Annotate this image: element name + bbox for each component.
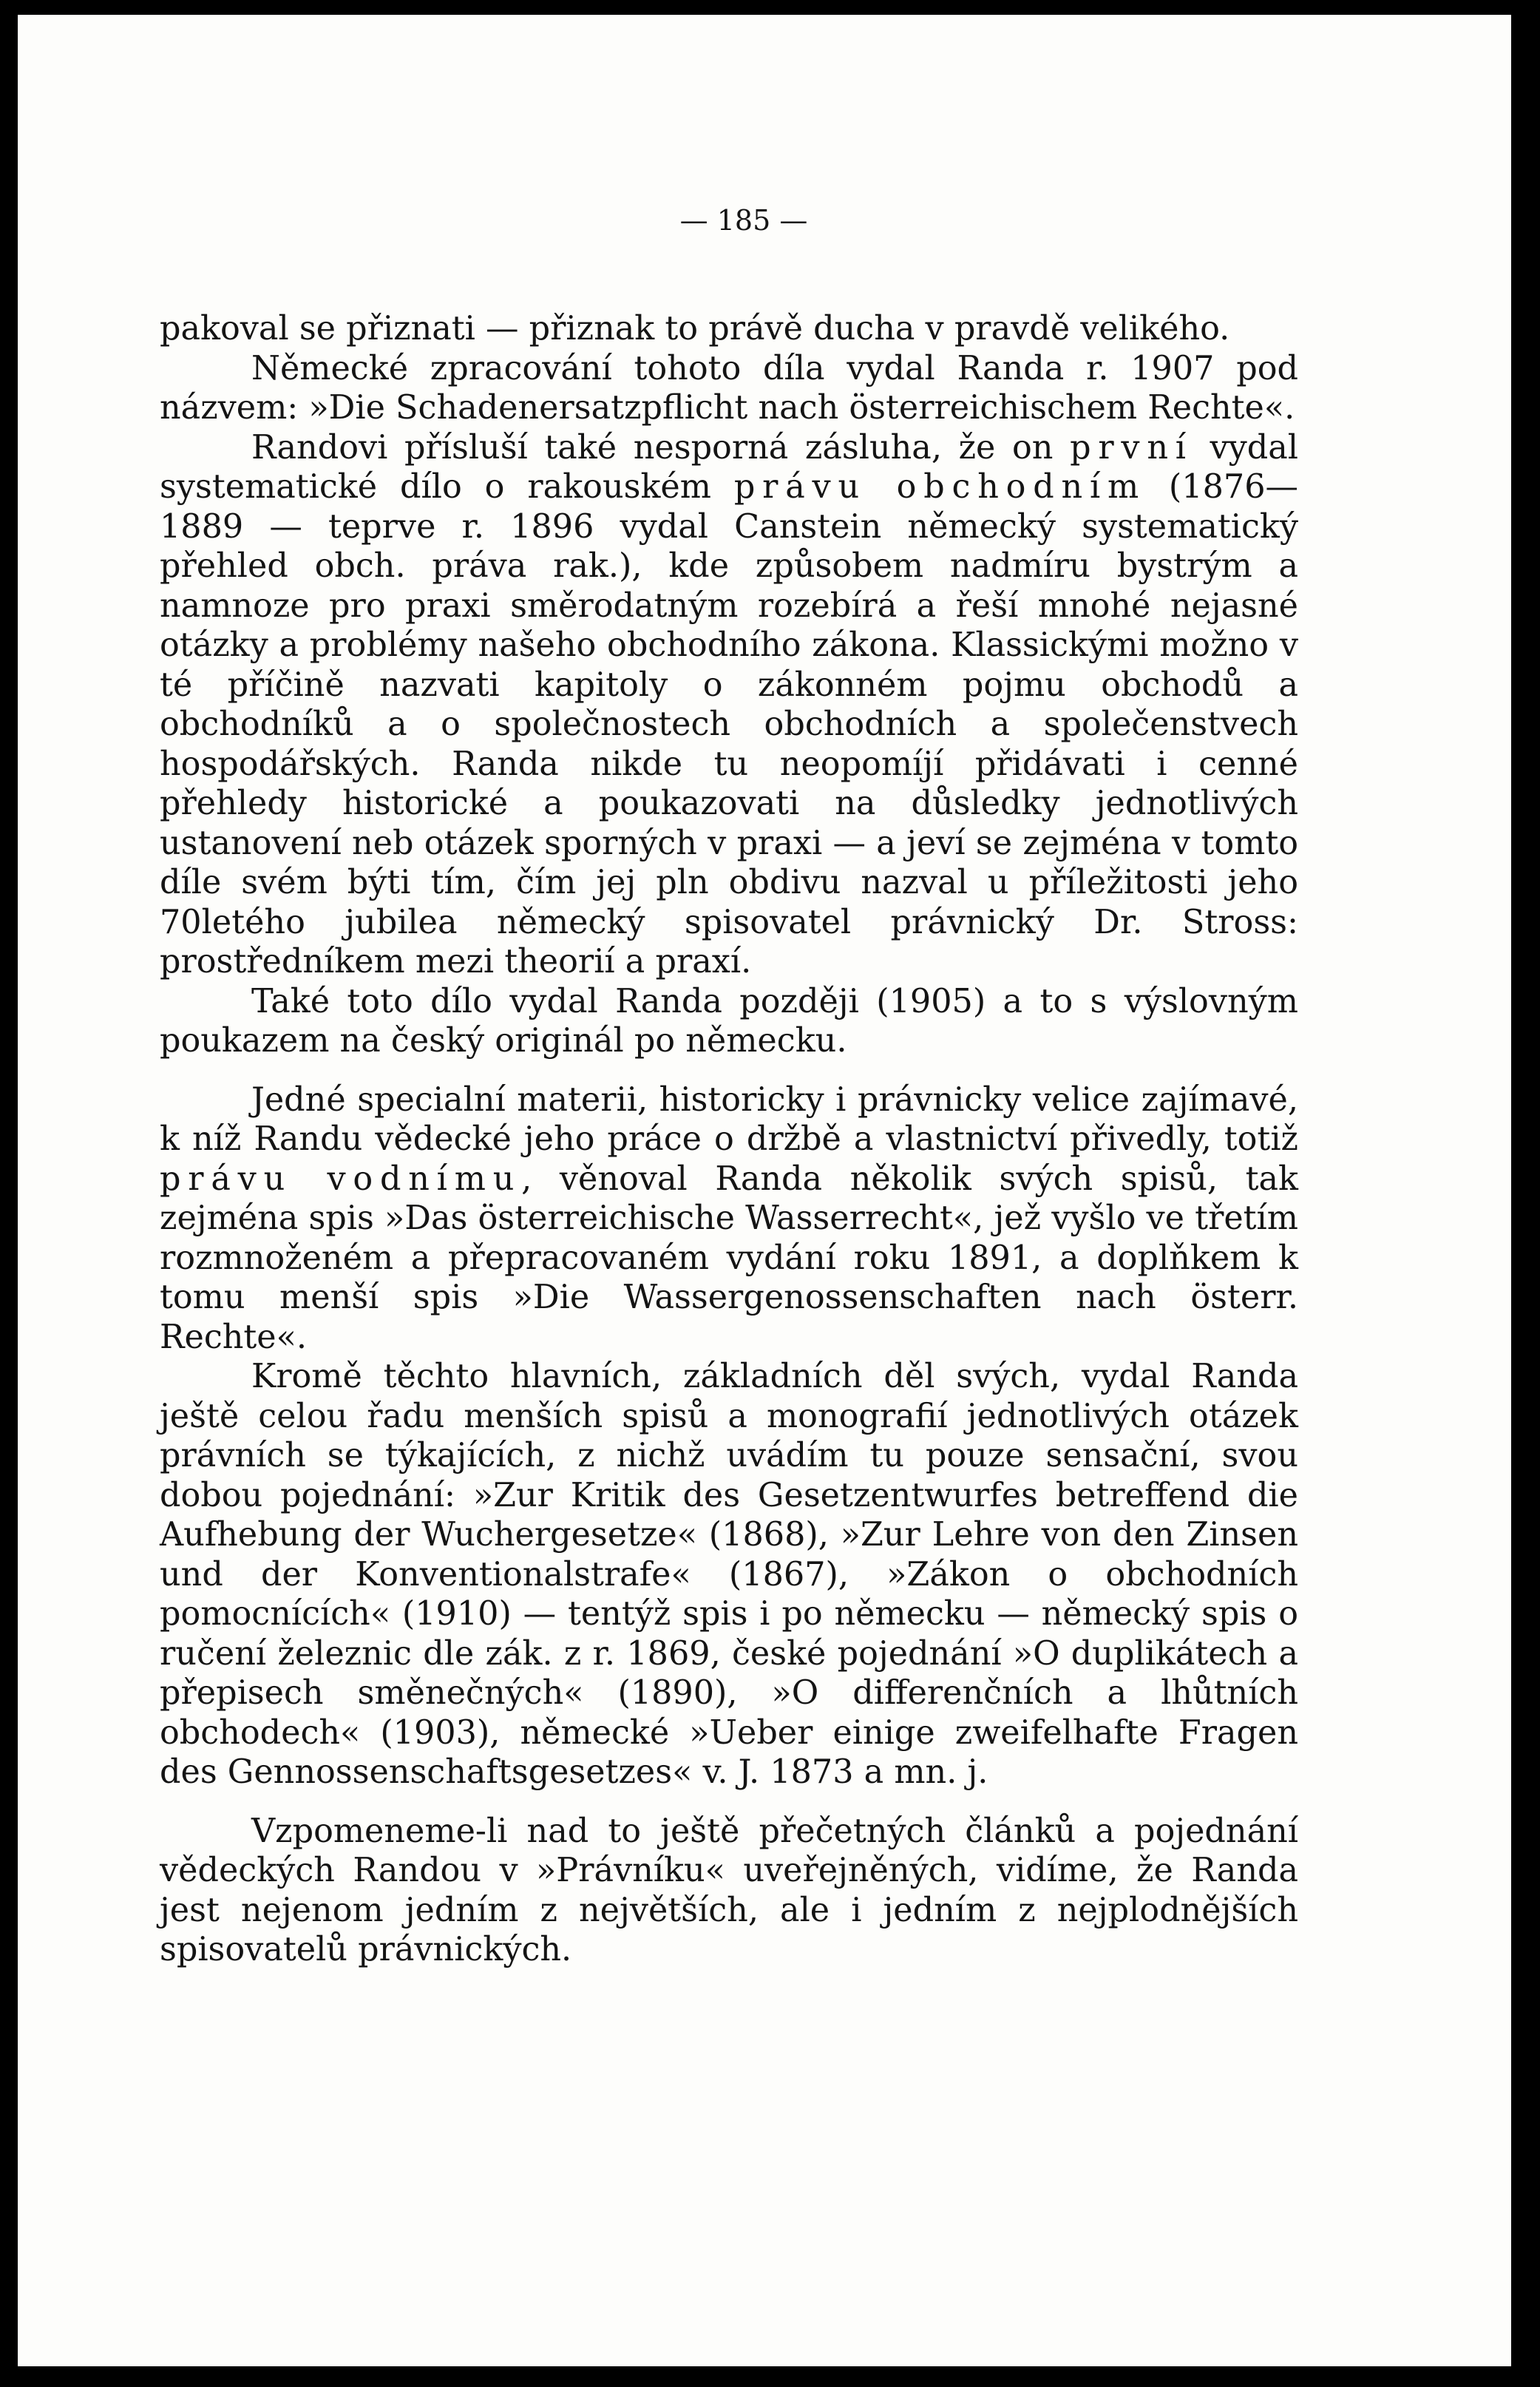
paragraph-4-text: Také toto dílo vydal Randa později (1905) a to s výslovným poukazem na český originál po německu. xyxy=(160,982,1298,1060)
page-number: — 185 — xyxy=(679,204,808,237)
paragraph-3-text-b: vydal systematické dílo o rakouském xyxy=(160,428,1298,506)
paragraph-5-text-a: Jedné specialní materii, historicky i právnicky velice zajímavé, k níž Randu vědecké jeho práce o držbě a vlastnictví přivedly, totiž xyxy=(160,1080,1298,1158)
paragraph-7 xyxy=(160,1812,1298,1970)
paragraph-3-text-c: (1876—1889 — teprve r. 1896 vydal Canstein německý systematický přehled obch. práva rak.), kde způsobem nadmíru bystrým a namnoze pro praxi směrodatným rozebírá a řeší mnohé nejasné otázky a problémy našeho obchodního zákona. Klassickými možno v té příčině nazvati kapitoly o zákonném pojmu obchodů a obchodníků a o společnostech obchodních a společenstvech hospodářských. Randa nikde tu neopomíjí přidávati i cenné přehledy historické a poukazovati na důsledky jednotlivých ustanovení neb otázek sporných v praxi — a jeví se zejména v tomto díle svém býti tím, čím jej pln obdivu nazval u příležitosti jeho 70letého jubilea německý spisovatel právnický Dr. Stross: prostředníkem mezi theorií a praxí. xyxy=(160,468,1299,981)
paragraph-5 xyxy=(160,1080,1298,1358)
paragraph-6-text: Kromě těchto hlavních, základních děl svých, vydal Randa ještě celou řadu menších spisů a monografií jednotlivých otázek právních se týkajících, z nichž uvádím tu pouze sensační, svou dobou pojednání: »Zur Kritik des Gesetzentwurfes betreffend die Aufhebung der Wuchergesetze« (1868), »Zur Lehre von den Zinsen und der Konventionalstrafe« (1867), »Zákon o obchodních pomocnících« (1910) — tentýž spis i po německu — německý spis o ručení železnic dle zák. z r. 1869, české pojednání »O duplikátech a přepisech směnečných« (1890), »O differenčních a lhůtních obchodech« (1903), německé »Ueber einige zweifelhafte Fragen des Gennossenschaftsgesetzes« v. J. 1873 a mn. j. xyxy=(160,1358,1298,1791)
emphasis-first: první xyxy=(1070,428,1193,467)
paragraph-1-text: pakoval se přiznati — přiznak to právě ducha v pravdě velikého. xyxy=(160,310,1230,348)
paragraph-2-text: Německé zpracování tohoto díla vydal Randa r. 1907 pod názvem: »Die Schadenersatzpflicht nach österreichischem Rechte«. xyxy=(160,349,1298,427)
paragraph-3 xyxy=(160,428,1298,982)
paragraph-7-text: Vzpomeneme-li nad to ještě přečetných článků a pojednání vědeckých Randou v »Právníku« uveřejněných, vidíme, že Randa jest nejenom jedním z největších, ale i jedním z nejplodnějších spisovatelů právnických. xyxy=(160,1812,1298,1968)
paragraph-3-text-a: Randovi přísluší také nesporná zásluha, že on xyxy=(251,428,1071,467)
paragraph-6 xyxy=(160,1357,1298,1792)
book-page xyxy=(18,15,1511,2366)
paragraph-4 xyxy=(160,982,1298,1061)
paragraph-2 xyxy=(160,349,1298,428)
paragraph-1 xyxy=(160,309,1298,349)
page-content xyxy=(160,200,1298,1970)
emphasis-commercial-law: právu obchodním xyxy=(733,468,1146,506)
emphasis-water-law: právu vodnímu xyxy=(160,1159,522,1198)
paragraph-5-text-b: , věnoval Randa několik svých spisů, tak zejména spis »Das österreichische Wasserrecht«, jež vyšlo ve třetím rozmnoženém a přepracovaném vydání roku 1891, a doplňkem k tomu menší spis »Die Wassergenossenschaften nach österr. Rechte«. xyxy=(160,1159,1298,1356)
